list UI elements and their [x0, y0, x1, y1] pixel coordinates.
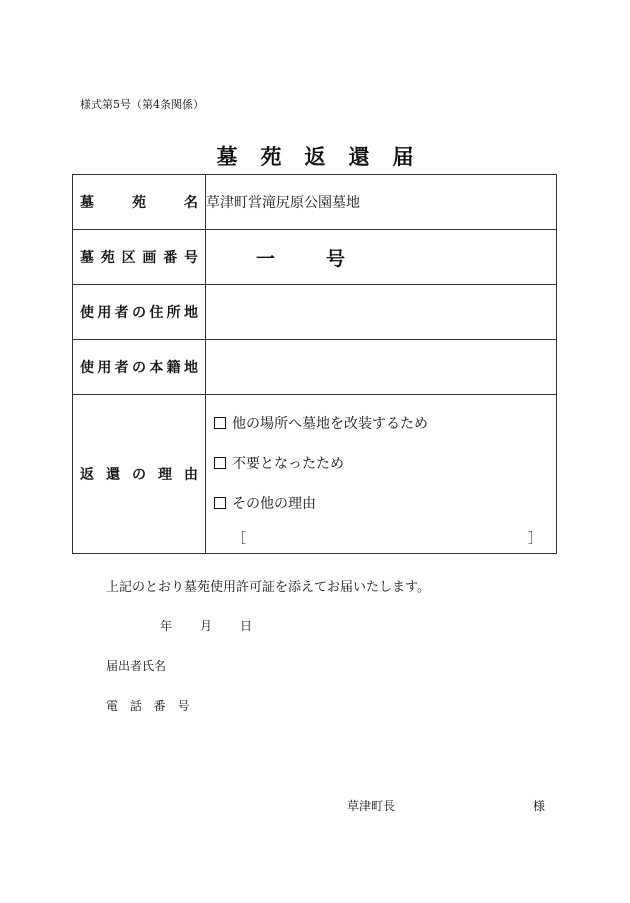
date-day: 日 — [240, 619, 253, 633]
reason-option-unneeded[interactable]: 不要となったため — [214, 443, 556, 483]
bracket-open: ［ — [232, 531, 246, 547]
statement: 上記のとおり墓苑使用許可証を添えてお届いたします。 — [106, 580, 430, 595]
plot-number-field[interactable] — [206, 230, 557, 285]
address-label: 使 用 者 の 住 所 地 — [73, 285, 206, 340]
date-year: 年 — [160, 619, 173, 633]
domicile-label: 使 用 者 の 本 籍 地 — [73, 340, 206, 395]
reason-option-relocate[interactable]: 他の場所へ墓地を改装するため — [214, 403, 556, 443]
form-number: 様式第5号（第4条関係） — [80, 98, 204, 111]
reason-label: 返 還 の 理 由 — [73, 395, 206, 554]
recipient: 草津町長 — [347, 799, 396, 813]
return-form-table — [72, 174, 557, 554]
reason-row — [73, 395, 557, 554]
date-line — [160, 617, 280, 634]
other-reason-field[interactable] — [214, 523, 556, 553]
checkbox[interactable] — [214, 417, 226, 429]
title-char: 届 — [392, 145, 414, 169]
checkbox[interactable] — [214, 497, 226, 509]
reason-option-other[interactable]: その他の理由 — [214, 483, 556, 523]
honorific: 様 — [533, 799, 546, 813]
reason-options — [206, 395, 557, 554]
bracket-close: ］ — [528, 531, 542, 547]
title-char: 墓 — [216, 145, 238, 169]
cemetery-name-value: 草津町営滝尻原公園墓地 — [206, 175, 557, 230]
domicile-row — [73, 340, 557, 395]
applicant-name-label: 届出者氏名 — [106, 659, 167, 673]
date-month: 月 — [200, 619, 213, 633]
title-char: 返 — [304, 145, 326, 169]
checkbox[interactable] — [214, 457, 226, 469]
address-row — [73, 285, 557, 340]
cemetery-name-row — [73, 175, 557, 230]
plot-dash: 一 — [256, 247, 276, 270]
domicile-field[interactable] — [206, 340, 557, 395]
title-char: 苑 — [260, 145, 282, 169]
address-field[interactable] — [206, 285, 557, 340]
plot-number-label: 墓 苑 区 画 番 号 — [73, 230, 206, 285]
plot-number-row — [73, 230, 557, 285]
title-char: 還 — [348, 145, 370, 169]
cemetery-name-label: 墓 苑 名 — [73, 175, 206, 230]
document-title — [0, 141, 630, 171]
plot-suffix: 号 — [326, 247, 346, 270]
phone-number-label: 電 話 番 号 — [106, 699, 194, 713]
